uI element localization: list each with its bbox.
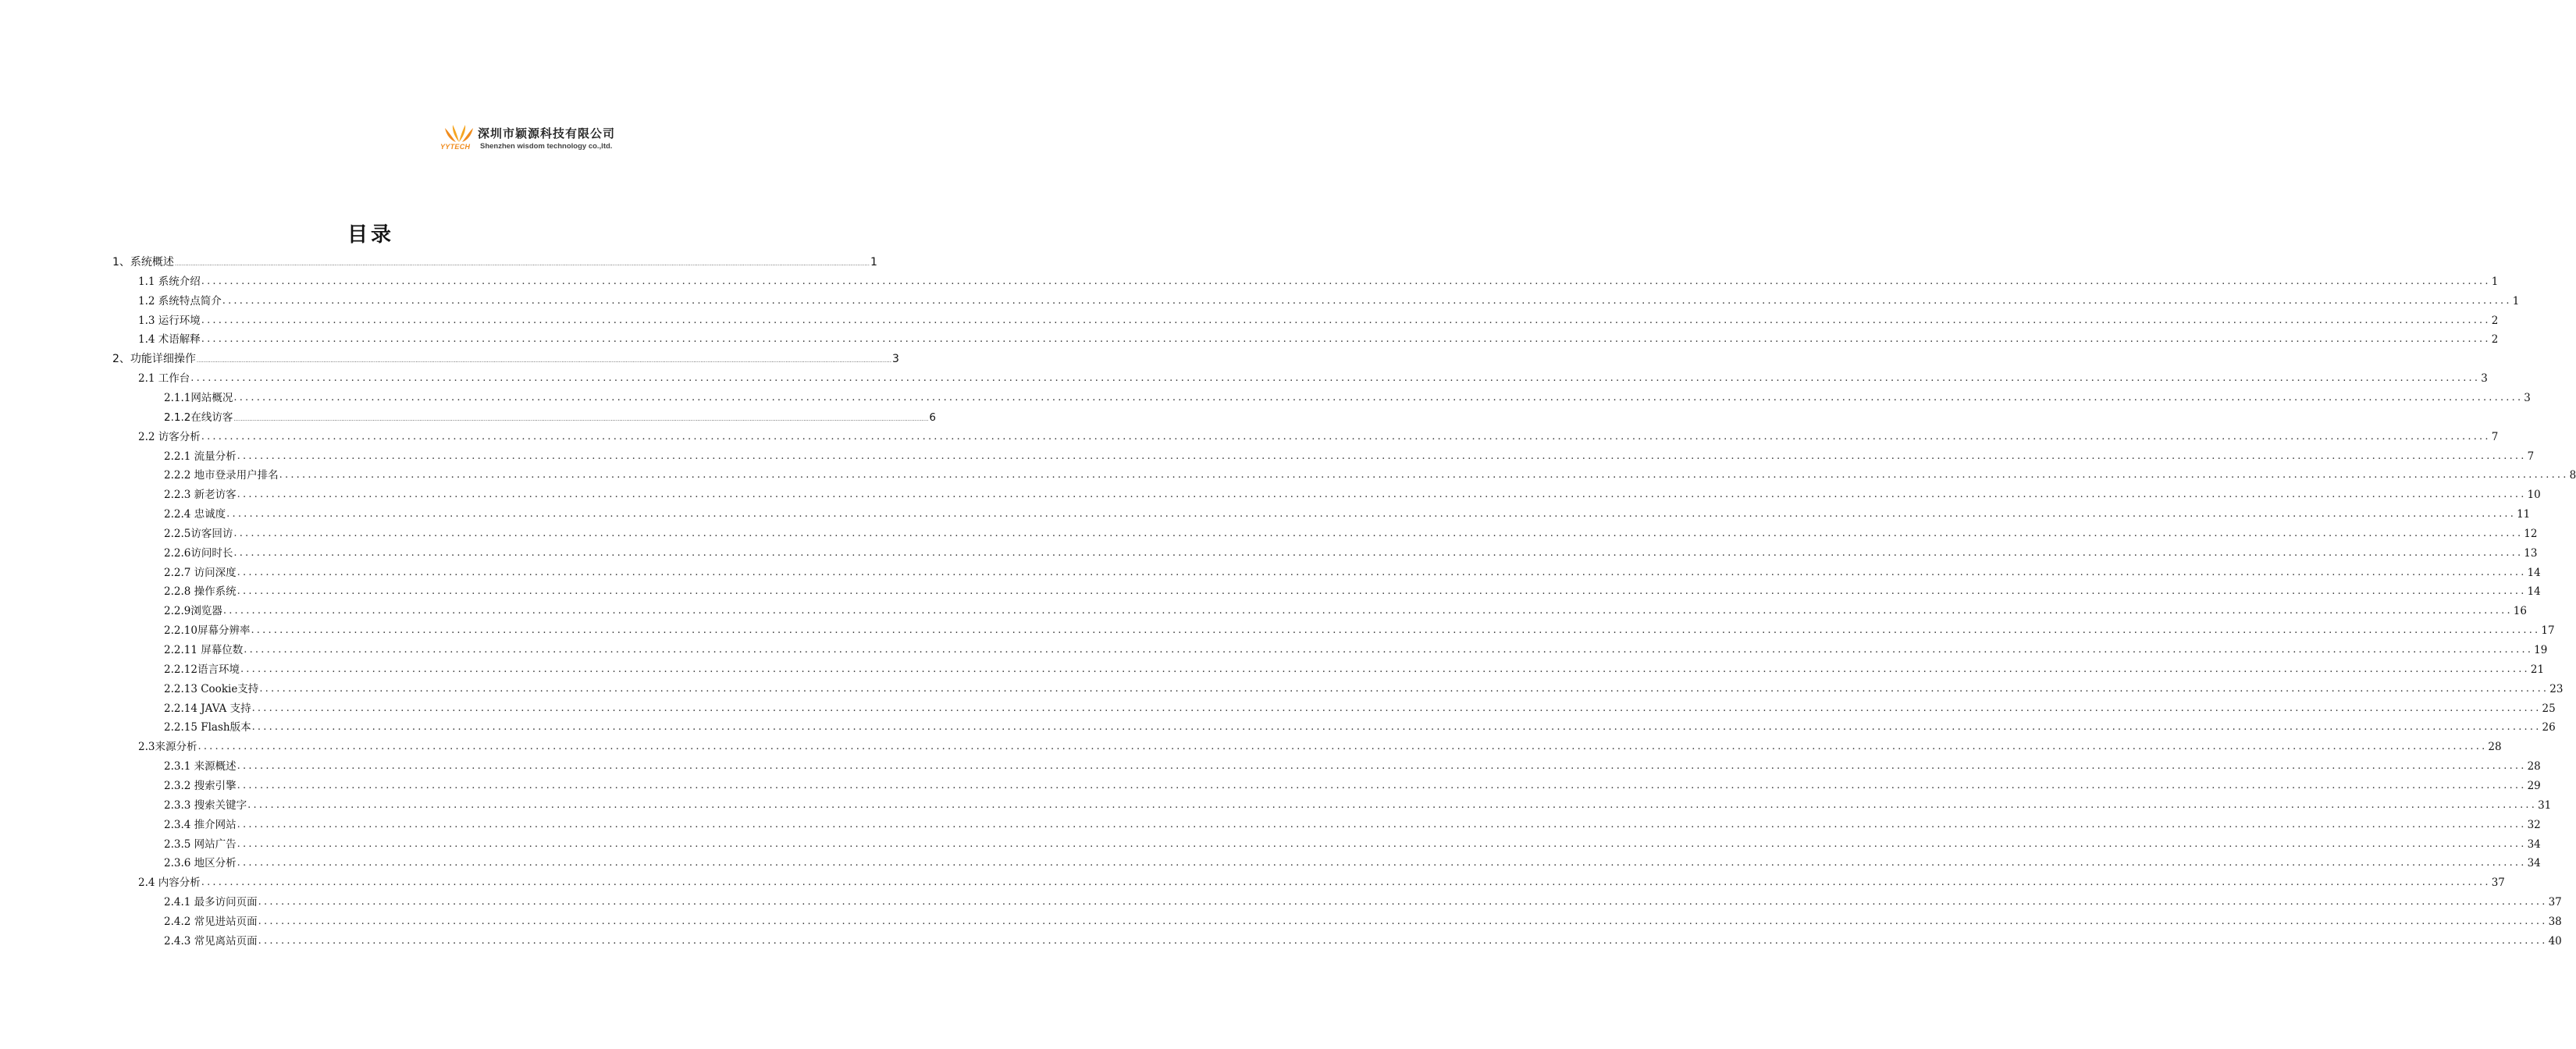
toc-entry-label: 2.3.6 地区分析 [164, 857, 237, 870]
toc-entry-page: 8 [2569, 469, 2576, 482]
toc-entry-page: 14 [2527, 566, 2541, 579]
toc-entry-label: 2.3.1 来源概述 [164, 760, 237, 773]
toc-entry-label: 2.2.2 地市登录用户排名 [164, 469, 279, 482]
toc-entry-page: 32 [2527, 818, 2541, 831]
toc-title: 目录 [347, 223, 394, 247]
toc-entry-page: 1 [870, 256, 877, 268]
toc-entry-page: 12 [2524, 527, 2538, 540]
toc-entry[interactable] [164, 912, 2562, 929]
toc-dot-leader: ................................................................................................................................................................................................................................................................................................................................................................................................................ [201, 877, 2491, 889]
toc-entry[interactable] [164, 717, 2556, 734]
toc-entry-label: 2.2.13 Cookie支持 [164, 682, 259, 695]
toc-dot-leader: ................................................................................................................................................................................................................................................................................................................................................................................................................ [222, 605, 2513, 617]
toc-dot-leader: ................................................................................................................................................................................................................................................................................................................................................................................................................ [201, 275, 2491, 287]
toc-entry[interactable] [164, 892, 2562, 909]
toc-entry[interactable] [138, 291, 2520, 308]
toc-dot-leader: ................................................................................................................................................................................................................................................................................................................................................................................................................ [244, 644, 2534, 656]
toc-entry-page: 38 [2548, 915, 2562, 928]
toc-entry-label: 2.2.3 新老访客 [164, 489, 237, 502]
toc-entry-label: 2.2.12语言环境 [164, 663, 240, 676]
toc-entry-label: 1.1 系统介绍 [138, 275, 201, 288]
toc-entry[interactable] [164, 853, 2541, 870]
toc-entry[interactable] [164, 388, 2531, 405]
toc-dot-leader: ................................................................................................................................................................................................................................................................................................................................................................................................................ [197, 741, 2488, 753]
toc-dot-leader: ................................................................................................................................................................................................................................................................................................................................................................................................................ [237, 818, 2527, 830]
toc-entry-page: 37 [2491, 877, 2505, 890]
toc-entry-label: 2.1.2在线访客 [164, 411, 233, 424]
toc-dot-leader: ................................................................................................................................................................................................................................................................................................................................................................................................................ [258, 896, 2548, 909]
toc-entry-label: 2.4.2 常见进站页面 [164, 915, 258, 928]
toc-entry-page: 7 [2527, 450, 2535, 463]
toc-dot-leader: ................................................................................................................................................................................................................................................................................................................................................................................................................ [259, 682, 2549, 695]
toc-dot-leader: ................................................................................................................................................................................................................................................................................................................................................................................................................ [190, 372, 2481, 385]
toc-dot-leader: ................................................................................................................................................................................................................................................................................................................................................................................................................ [222, 294, 2512, 307]
toc-entry-page: 23 [2549, 682, 2564, 695]
toc-dot-leader: ................................................................................................................................................................................................................................................................................................................................................................................................................ [279, 469, 2569, 482]
toc-entry[interactable] [112, 252, 877, 269]
toc-entry-page: 28 [2488, 741, 2502, 754]
toc-entry-label: 2.4.1 最多访问页面 [164, 896, 258, 909]
toc-dot-leader: ................................................................................................................................................................................................................................................................................................................................................................................................................ [233, 391, 2524, 404]
toc-entry[interactable] [164, 931, 2562, 948]
toc-entry[interactable] [164, 601, 2527, 618]
toc-entry-page: 29 [2527, 779, 2541, 792]
toc-entry-label: 2.3.3 搜索关键字 [164, 798, 247, 812]
toc-entry[interactable] [112, 349, 899, 366]
toc-entry[interactable] [138, 873, 2505, 890]
toc-entry[interactable] [164, 699, 2556, 716]
toc-entry-label: 2.4 内容分析 [138, 877, 201, 890]
toc-entry-page: 1 [2512, 294, 2520, 308]
toc-entry-page: 10 [2527, 489, 2541, 502]
toc-dot-leader: ................................................................................................................................................................................................................................................................................................................................................................................................................ [237, 760, 2527, 773]
toc-dot-leader: ................................................................................................................................................................................................................................................................................................................................................................................................................ [196, 357, 891, 364]
toc-entry-page: 17 [2541, 624, 2555, 638]
toc-entry-label: 2.2.1 流量分析 [164, 450, 237, 463]
toc-entry-label: 2.3.4 推介网站 [164, 818, 237, 831]
company-name-cn: 深圳市颖源科技有限公司 [478, 126, 616, 140]
toc-entry[interactable] [164, 776, 2541, 793]
toc-entry[interactable] [164, 640, 2548, 657]
toc-dot-leader: ................................................................................................................................................................................................................................................................................................................................................................................................................ [258, 934, 2548, 947]
toc-entry-label: 2.2.14 JAVA 支持 [164, 702, 251, 715]
toc-entry[interactable] [164, 660, 2545, 677]
toc-entry-label: 2.1.1网站概况 [164, 391, 233, 404]
toc-entry[interactable] [138, 311, 2499, 328]
toc-dot-leader: ................................................................................................................................................................................................................................................................................................................................................................................................................ [201, 314, 2491, 326]
toc-entry[interactable] [164, 815, 2541, 832]
toc-entry-page: 2 [2491, 333, 2499, 347]
toc-dot-leader: ................................................................................................................................................................................................................................................................................................................................................................................................................ [237, 489, 2527, 501]
toc-entry-label: 2.4.3 常见离站页面 [164, 934, 258, 948]
toc-entry-label: 2.3.2 搜索引擎 [164, 779, 237, 792]
toc-entry[interactable] [164, 504, 2531, 521]
toc-entry-page: 19 [2534, 644, 2548, 656]
toc-entry-label: 2.2.11 屏幕位数 [164, 644, 244, 656]
toc-entry-page: 34 [2527, 837, 2541, 851]
toc-dot-leader: ................................................................................................................................................................................................................................................................................................................................................................................................................ [251, 624, 2541, 637]
toc-entry-page: 34 [2527, 857, 2541, 870]
toc-entry[interactable] [138, 737, 2502, 754]
toc-entry-label: 2.2.8 操作系统 [164, 585, 237, 599]
logo-wordmark: YYTECH [440, 143, 471, 151]
toc-dot-leader: ................................................................................................................................................................................................................................................................................................................................................................................................................ [237, 566, 2527, 578]
toc-entry[interactable] [164, 407, 936, 425]
toc-entry-page: 2 [2491, 314, 2499, 327]
toc-entry[interactable] [164, 679, 2564, 696]
toc-entry-page: 6 [929, 411, 936, 424]
yytech-flame-icon [442, 123, 476, 144]
toc-entry-label: 1.4 术语解释 [138, 333, 201, 347]
toc-dot-leader: ................................................................................................................................................................................................................................................................................................................................................................................................................ [251, 702, 2542, 714]
toc-entry-page: 21 [2530, 663, 2545, 676]
toc-entry-page: 3 [2481, 372, 2488, 386]
toc-entry-page: 16 [2513, 605, 2527, 618]
toc-entry[interactable] [164, 465, 2576, 482]
toc-entry-label: 2.3来源分析 [138, 741, 197, 754]
toc-entry-label: 2.2.7 访问深度 [164, 566, 237, 579]
toc-entry-page: 11 [2517, 508, 2531, 521]
toc-entry[interactable] [164, 756, 2541, 773]
toc-entry-page: 1 [2491, 275, 2499, 288]
toc-entry-page: 31 [2538, 798, 2552, 812]
toc-dot-leader: ................................................................................................................................................................................................................................................................................................................................................................................................................ [201, 333, 2491, 346]
toc-dot-leader: ................................................................................................................................................................................................................................................................................................................................................................................................................ [237, 450, 2527, 462]
toc-entry-page: 3 [891, 353, 899, 366]
toc-dot-leader: ................................................................................................................................................................................................................................................................................................................................................................................................................ [233, 527, 2524, 539]
toc-entry-page: 26 [2542, 721, 2556, 734]
toc-entry[interactable] [164, 543, 2538, 560]
toc-entry[interactable] [164, 834, 2541, 852]
toc-entry[interactable] [138, 272, 2499, 289]
toc-entry-page: 37 [2548, 896, 2562, 909]
toc-entry-label: 2.2.10屏幕分辨率 [164, 624, 251, 638]
toc-entry[interactable] [164, 581, 2541, 599]
toc-entry-label: 1、系统概述 [112, 256, 174, 268]
toc-dot-leader: ................................................................................................................................................................................................................................................................................................................................................................................................................ [237, 837, 2527, 850]
toc-entry-page: 7 [2491, 430, 2499, 443]
company-name-en: Shenzhen wisdom technology co.,ltd. [480, 142, 613, 151]
toc-dot-leader: ................................................................................................................................................................................................................................................................................................................................................................................................................ [237, 779, 2527, 791]
toc-entry-label: 2.2.5访客回访 [164, 527, 233, 540]
toc-entry-page: 25 [2542, 702, 2556, 715]
toc-entry-page: 13 [2524, 546, 2538, 560]
toc-entry-label: 2.2.9浏览器 [164, 605, 222, 618]
toc-dot-leader: ................................................................................................................................................................................................................................................................................................................................................................................................................ [251, 721, 2542, 734]
toc-entry-label: 2.2.4 忠诚度 [164, 508, 226, 521]
toc-entry-label: 2.2 访客分析 [138, 430, 201, 443]
toc-dot-leader: ................................................................................................................................................................................................................................................................................................................................................................................................................ [226, 508, 2517, 521]
toc-entry-label: 1.2 系统特点简介 [138, 294, 222, 308]
toc-entry[interactable] [164, 446, 2535, 464]
toc-entry[interactable] [164, 621, 2555, 638]
company-logo [439, 122, 634, 153]
toc-entry[interactable] [138, 329, 2499, 347]
toc-entry[interactable] [164, 563, 2541, 580]
toc-dot-leader: ................................................................................................................................................................................................................................................................................................................................................................................................................ [233, 415, 929, 422]
toc-entry-label: 2.1 工作台 [138, 372, 190, 386]
toc-entry-page: 3 [2524, 391, 2531, 404]
toc-entry-label: 2.2.15 Flash版本 [164, 721, 251, 734]
toc-entry[interactable] [164, 795, 2552, 813]
toc-entry-page: 40 [2548, 934, 2562, 948]
toc-dot-leader: ................................................................................................................................................................................................................................................................................................................................................................................................................ [201, 430, 2491, 443]
toc-dot-leader: ................................................................................................................................................................................................................................................................................................................................................................................................................ [174, 261, 870, 267]
toc-entry[interactable] [138, 368, 2488, 386]
toc-entry-label: 1.3 运行环境 [138, 314, 201, 327]
toc-dot-leader: ................................................................................................................................................................................................................................................................................................................................................................................................................ [247, 798, 2538, 811]
toc-entry-page: 14 [2527, 585, 2541, 599]
toc-entry[interactable] [164, 485, 2541, 502]
toc-entry[interactable] [164, 524, 2538, 541]
toc-entry[interactable] [138, 427, 2499, 444]
toc-dot-leader: ................................................................................................................................................................................................................................................................................................................................................................................................................ [258, 915, 2548, 927]
toc-entry-label: 2.3.5 网站广告 [164, 837, 237, 851]
toc-dot-leader: ................................................................................................................................................................................................................................................................................................................................................................................................................ [240, 663, 2530, 675]
toc-dot-leader: ................................................................................................................................................................................................................................................................................................................................................................................................................ [237, 857, 2527, 869]
toc-entry-page: 28 [2527, 760, 2541, 773]
toc-entry-label: 2、功能详细操作 [112, 353, 196, 366]
toc-dot-leader: ................................................................................................................................................................................................................................................................................................................................................................................................................ [233, 546, 2524, 559]
toc-entry-label: 2.2.6访问时长 [164, 546, 233, 560]
toc-dot-leader: ................................................................................................................................................................................................................................................................................................................................................................................................................ [237, 585, 2527, 598]
